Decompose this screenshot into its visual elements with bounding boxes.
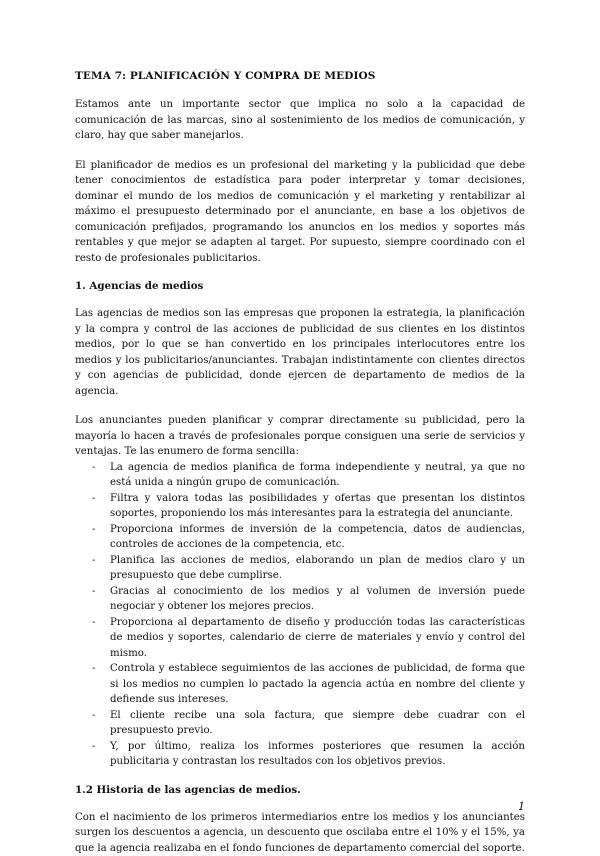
list-item-text: El cliente recibe una sola factura, que siempre debe cuadrar con el presupuesto previo. [110, 710, 525, 737]
list-item [75, 615, 525, 662]
page-number: 1 [518, 800, 525, 813]
advantages-list [75, 460, 525, 770]
section-1-paragraph-2: Los anunciantes pueden planificar y comprar directamente su publicidad, pero la mayoría lo hacen a través de profesionales porque consiguen una serie de servicios y ventajas. Te las enumero de forma sencilla: [75, 413, 525, 460]
list-item [75, 708, 525, 739]
list-item [75, 491, 525, 522]
bullet-dash: - [92, 491, 95, 507]
list-item-text: Gracias al conocimiento de los medios y al volumen de inversión puede negociar y obtener los mejores precios. [110, 586, 525, 613]
list-item-text: Controla y establece seguimientos de las acciones de publicidad, de forma que si los medios no cumplen lo pactado la agencia actúa en nombre del cliente y defiende sus intereses. [110, 663, 525, 705]
document-title: TEMA 7: PLANIFICACIÓN Y COMPRA DE MEDIOS [75, 70, 525, 82]
bullet-dash: - [92, 553, 95, 569]
list-item-text: Proporciona informes de inversión de la competencia, datos de audiencias, controles de acciones de la competencia, etc. [110, 524, 525, 551]
intro-paragraph: Estamos ante un importante sector que implica no solo a la capacidad de comunicación de las marcas, sino al sostenimiento de los medios de comunicación, y claro, hay que saber manejarlos. [75, 97, 525, 144]
section-1-2-paragraph: Con el nacimiento de los primeros intermediarios entre los medios y los anunciantes surgen los descuentos a agencia, un descuento que oscilaba entre el 10% y el 15%, ya que la agencia realizaba en el fondo funciones de departamento comercial del soporte. [75, 810, 525, 856]
section-1-2-heading: 1.2 Historia de las agencias de medios. [75, 784, 525, 796]
list-item-text: Planifica las acciones de medios, elaborando un plan de medios claro y un presupuesto que debe cumplirse. [110, 555, 525, 582]
list-item [75, 661, 525, 708]
list-item [75, 522, 525, 553]
list-item [75, 584, 525, 615]
list-item-text: Proporciona al departamento de diseño y producción todas las características de medios y soportes, calendario de cierre de materiales y envío y control del mismo. [110, 617, 525, 659]
bullet-dash: - [92, 522, 95, 538]
list-item [75, 460, 525, 491]
planner-paragraph: El planificador de medios es un profesional del marketing y la publicidad que debe tener conocimientos de estadística para poder interpretar y tomar decisiones, dominar el mundo de los medios de comunicación y el marketing y rentabilizar al máximo el presupuesto determinado por el anunciante, en base a los objetivos de comunicación prefijados, programando los anuncios en los medios y soportes más rentables y que mejor se adapten al target. Por supuesto, siempre coordinado con el resto de profesionales publicitarios. [75, 158, 525, 267]
list-item-text: Y, por último, realiza los informes posteriores que resumen la acción publicitaria y contrastan los resultados con los objetivos previos. [110, 741, 525, 768]
bullet-dash: - [92, 739, 95, 755]
bullet-dash: - [92, 661, 95, 677]
bullet-dash: - [92, 708, 95, 724]
section-1-heading: 1. Agencias de medios [75, 280, 525, 292]
list-item [75, 739, 525, 770]
bullet-dash: - [92, 584, 95, 600]
section-1-paragraph-1: Las agencias de medios son las empresas que proponen la estrategia, la planificación y la compra y control de las acciones de publicidad de sus clientes en los distintos medios, por lo que se han convertido en los principales interlocutores entre los medios y los publicitarios/anunciantes. Trabajan indistintamente con clientes directos y con agencias de publicidad, donde ejercen de departamento de medios de la agencia. [75, 306, 525, 399]
list-item-text: Filtra y valora todas las posibilidades y ofertas que presentan los distintos soportes, proponiendo los más interesantes para la estrategia del anunciante. [110, 493, 525, 520]
bullet-dash: - [92, 615, 95, 631]
bullet-dash: - [92, 460, 95, 476]
list-item-text: La agencia de medios planifica de forma independiente y neutral, ya que no está unida a ningún grupo de comunicación. [110, 462, 525, 489]
list-item [75, 553, 525, 584]
